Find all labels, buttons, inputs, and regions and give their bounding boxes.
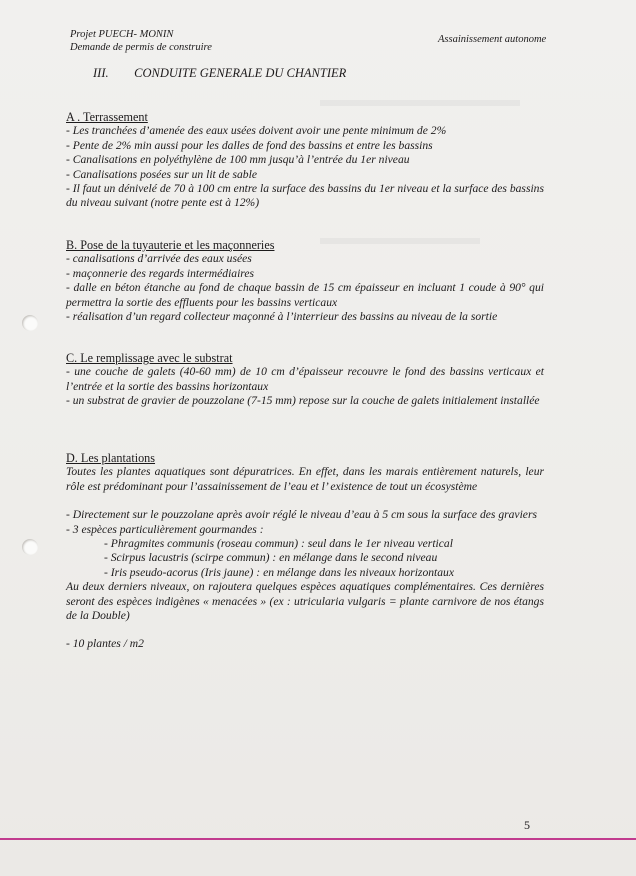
- chapter-title: [93, 66, 346, 81]
- section-heading: A . Terrassement: [66, 110, 148, 124]
- species-item: - Iris pseudo-acorus (Iris jaune) : en mélange dans les niveaux horizontaux: [104, 565, 455, 579]
- page-number: 5: [524, 818, 530, 832]
- list-item: - Directement sur le pouzzolane après avoir réglé le niveau d’eau à 5 cm sous la surface des graviers: [66, 508, 537, 522]
- bleed-through-shadow: [320, 100, 520, 106]
- section-heading: D. Les plantations: [66, 451, 156, 465]
- section-heading: C. Le remplissage avec le substrat: [66, 351, 233, 365]
- project-name: Projet PUECH- MONIN: [70, 29, 174, 40]
- header-left: [70, 28, 212, 54]
- punch-hole: [22, 539, 38, 555]
- header-section: Assainissement autonome: [438, 34, 547, 45]
- chapter-text: CONDUITE GENERALE DU CHANTIER: [134, 66, 347, 80]
- list-item: - dalle en béton étanche au fond de chaque bassin de 15 cm épaisseur en incluant 1 coude à 90° qui permettra la sortie des effluents pour les bassins verticaux: [66, 281, 544, 309]
- permit-label: Demande de permis de construire: [70, 42, 212, 53]
- list-item: - maçonnerie des regards intermédiaires: [66, 266, 255, 280]
- paragraph: Toutes les plantes aquatiques sont dépuratrices. En effet, dans les marais entièrement naturels, leur rôle est prédominant pour l’assainissement de l’eau et l’ existence de tout un écosystème: [66, 465, 544, 493]
- section-plantations: [66, 451, 544, 652]
- list-item: - un substrat de gravier de pouzzolane (7-15 mm) repose sur la couche de galets initialement installée: [66, 394, 540, 408]
- section-remplissage: [66, 351, 544, 409]
- chapter-number: III.: [93, 66, 109, 80]
- list-item: - réalisation d’un regard collecteur maçonné à l’interrieur des bassins au niveau de la sortie: [66, 310, 498, 324]
- section-terrassement: [66, 110, 544, 211]
- list-item: - une couche de galets (40-60 mm) de 10 cm d’épaisseur recouvre le fond des bassins verticaux et l’entrée et la sortie des bassins horizontaux: [66, 365, 544, 393]
- list-item: - Les tranchées d’amenée des eaux usées doivent avoir une pente minimum de 2%: [66, 124, 447, 138]
- section-tuyauterie: [66, 238, 544, 324]
- list-item: - Canalisations posées sur un lit de sable: [66, 167, 257, 181]
- list-item: - canalisations d’arrivée des eaux usées: [66, 252, 252, 266]
- species-item: - Scirpus lacustris (scirpe commun) : en mélange dans le second niveau: [104, 551, 438, 565]
- paragraph: Au deux derniers niveaux, on rajoutera quelques espèces aquatiques complémentaires. Ces dernières seront des espèces indigènes « menacées » (ex : utricularia vulgaris = plante carnivore de nos étangs de la Double): [66, 580, 544, 623]
- section-heading: B. Pose de la tuyauterie et les maçonneries: [66, 238, 275, 252]
- bottom-rule: [0, 838, 636, 840]
- list-item: - Canalisations en polyéthylène de 100 mm jusqu’à l’entrée du 1er niveau: [66, 153, 410, 167]
- punch-hole: [22, 315, 38, 331]
- list-item: - Pente de 2% min aussi pour les dalles de fond des bassins et entre les bassins: [66, 138, 433, 152]
- list-item: - 3 espèces particulièrement gourmandes :: [66, 522, 264, 536]
- list-item: - Il faut un dénivelé de 70 à 100 cm entre la surface des bassins du 1er niveau et la surface des bassins du niveau suivant (notre pente est à 12%): [66, 182, 544, 210]
- list-item: - 10 plantes / m2: [66, 637, 144, 651]
- species-item: - Phragmites communis (roseau commun) : seul dans le 1er niveau vertical: [104, 537, 453, 551]
